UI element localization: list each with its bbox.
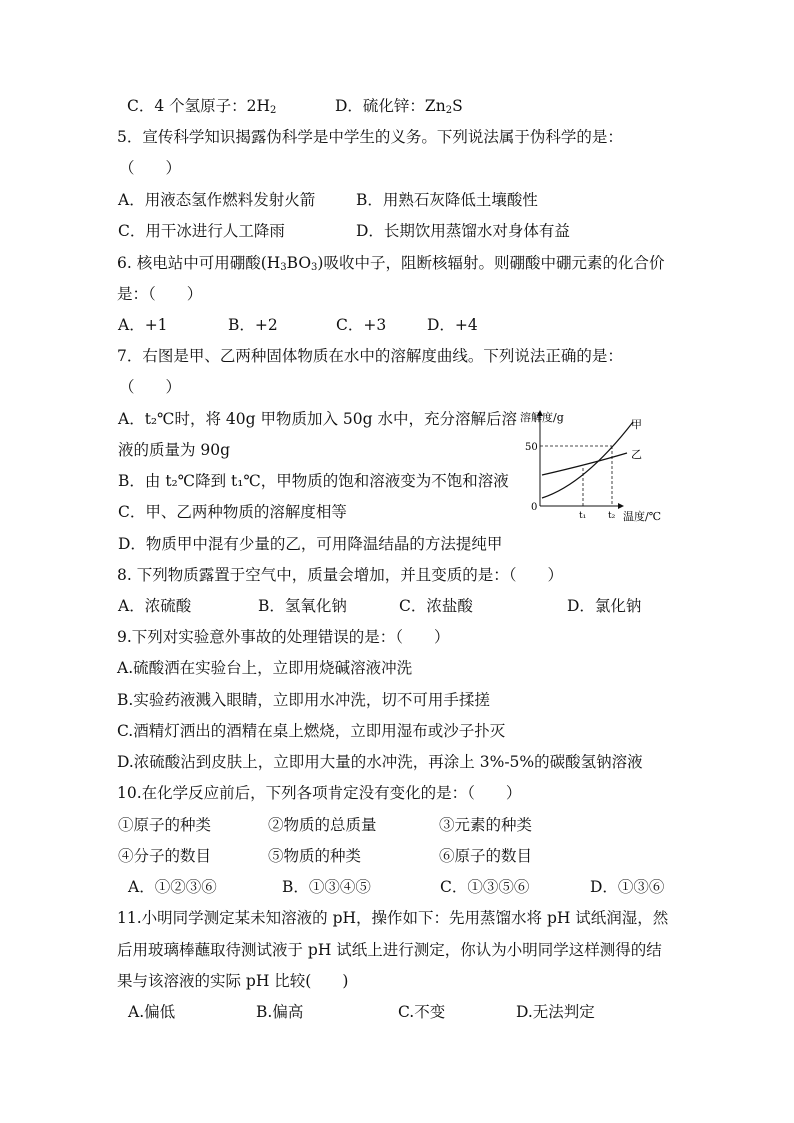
q6-stem: 6. 核电站中可用硼酸$(H_3BO_3)$吸收中子，阻断核辐射。则硼酸中硼元素的化合价 bbox=[117, 254, 665, 273]
q11-stem-line3: 果与该溶液的实际 pH 比较( ) bbox=[117, 972, 349, 990]
q9-stem: 9.下列对实验意外事故的处理错误的是：（ ） bbox=[117, 628, 450, 646]
q10-option-a: A．①②③⑥ bbox=[128, 878, 217, 896]
q10-items-row1 bbox=[0, 815, 794, 835]
q11-options bbox=[0, 1002, 794, 1022]
q6-option-a: A．+1 bbox=[118, 316, 168, 334]
q11-option-b: B.偏高 bbox=[256, 1003, 304, 1021]
q10-item-6: ⑥原子的数目 bbox=[439, 847, 533, 865]
q6-option-c: C．+3 bbox=[336, 316, 387, 334]
curve-jia bbox=[542, 422, 633, 498]
q10-option-c: C．①③⑤⑥ bbox=[440, 878, 530, 896]
q8-option-a: A．浓硫酸 bbox=[118, 597, 192, 615]
q5-stem: 5．宣传科学知识揭露伪科学是中学生的义务。下列说法属于伪科学的是： bbox=[117, 128, 623, 146]
label-jia: 甲 bbox=[631, 418, 642, 431]
q10-item-5: ⑤物质的种类 bbox=[268, 847, 362, 865]
q10-item-2: ②物质的总质量 bbox=[268, 816, 377, 834]
q9-option-b: B.实验药液溅入眼睛，立即用水冲洗，切不可用手揉搓 bbox=[117, 691, 490, 709]
q9-option-c: C.酒精灯洒出的酒精在桌上燃烧，立即用湿布或沙子扑灭 bbox=[117, 722, 506, 740]
q11-option-d: D.无法判定 bbox=[516, 1003, 595, 1021]
q8-stem: 8. 下列物质露置于空气中，质量会增加，并且变质的是：（ ） bbox=[117, 566, 563, 584]
tick-50: 50 bbox=[525, 442, 538, 453]
q7-option-a-line2: 液的质量为 90g bbox=[118, 441, 231, 459]
q6-options bbox=[0, 315, 794, 335]
q4-option-c: C．4 个氢原子：$2H_2$ bbox=[127, 97, 277, 116]
solubility-graph bbox=[515, 406, 675, 528]
y-axis-label: 溶解度/g bbox=[520, 411, 564, 424]
q8-option-b: B．氢氧化钠 bbox=[258, 597, 347, 615]
q4-option-d: D．硫化锌：$Zn_2S$ bbox=[335, 97, 463, 116]
curve-yi bbox=[542, 453, 627, 475]
q7-option-a-line1: A．t₂℃时，将 40g 甲物质加入 50g 水中，充分溶解后溶 bbox=[118, 410, 517, 428]
q7-option-c: C．甲、乙两种物质的溶解度相等 bbox=[118, 503, 347, 521]
tick-t2: t₂ bbox=[608, 511, 616, 521]
q8-option-d: D．氯化钠 bbox=[567, 597, 642, 615]
q10-items-row2 bbox=[0, 846, 794, 866]
q10-item-3: ③元素的种类 bbox=[439, 816, 533, 834]
q5-blank: （ ） bbox=[119, 159, 182, 177]
q7-option-d: D．物质甲中混有少量的乙，可用降温结晶的方法提纯甲 bbox=[118, 535, 503, 553]
q9-option-a: A.硫酸洒在实验台上，立即用烧碱溶液冲洗 bbox=[117, 659, 413, 677]
q11-option-a: A.偏低 bbox=[128, 1003, 176, 1021]
q10-stem: 10.在化学反应前后，下列各项肯定没有变化的是：（ ） bbox=[117, 784, 522, 802]
q10-item-4: ④分子的数目 bbox=[118, 847, 212, 865]
q6-option-d: D．+4 bbox=[427, 316, 478, 334]
q5-option-b: B．用熟石灰降低土壤酸性 bbox=[356, 191, 538, 209]
q7-stem: 7．右图是甲、乙两种固体物质在水中的溶解度曲线。下列说法正确的是： bbox=[117, 347, 623, 365]
q10-option-d: D．①③⑥ bbox=[590, 878, 665, 896]
q8-option-c: C．浓盐酸 bbox=[399, 597, 473, 615]
q10-item-1: ①原子的种类 bbox=[118, 816, 212, 834]
q7-option-b: B．由 t₂℃降到 t₁℃，甲物质的饱和溶液变为不饱和溶液 bbox=[118, 472, 509, 490]
q5-options-row1 bbox=[0, 190, 794, 210]
q7-blank: （ ） bbox=[119, 378, 182, 396]
label-yi: 乙 bbox=[631, 448, 642, 461]
q5-option-a: A．用液态氢作燃料发射火箭 bbox=[118, 191, 316, 209]
q10-options bbox=[0, 877, 794, 897]
q11-option-c: C.不变 bbox=[398, 1003, 446, 1021]
x-axis-label: 温度/℃ bbox=[623, 510, 662, 523]
q8-options bbox=[0, 596, 794, 616]
q10-option-b: B．①③④⑤ bbox=[282, 878, 371, 896]
q11-stem-line2: 后用玻璃棒蘸取待测试液于 pH 试纸上进行测定，你认为小明同学这样测得的结 bbox=[117, 941, 662, 959]
q11-stem-line1: 11.小明同学测定某未知溶液的 pH，操作如下：先用蒸馏水将 pH 试纸润湿，然 bbox=[117, 909, 669, 927]
q9-option-d: D.浓硫酸沾到皮肤上，立即用大量的水冲洗，再涂上 3%-5%的碳酸氢钠溶液 bbox=[117, 753, 643, 771]
q6-stem-line2: 是：（ ） bbox=[117, 285, 203, 303]
tick-t1: t₁ bbox=[579, 511, 587, 521]
q5-options-row2 bbox=[0, 221, 794, 241]
q5-option-c: C．用干冰进行人工降雨 bbox=[118, 222, 285, 240]
q4-options bbox=[0, 96, 794, 116]
q6-option-b: B．+2 bbox=[228, 316, 278, 334]
q5-option-d: D．长期饮用蒸馏水对身体有益 bbox=[356, 222, 570, 240]
origin-label: 0 bbox=[531, 502, 538, 513]
